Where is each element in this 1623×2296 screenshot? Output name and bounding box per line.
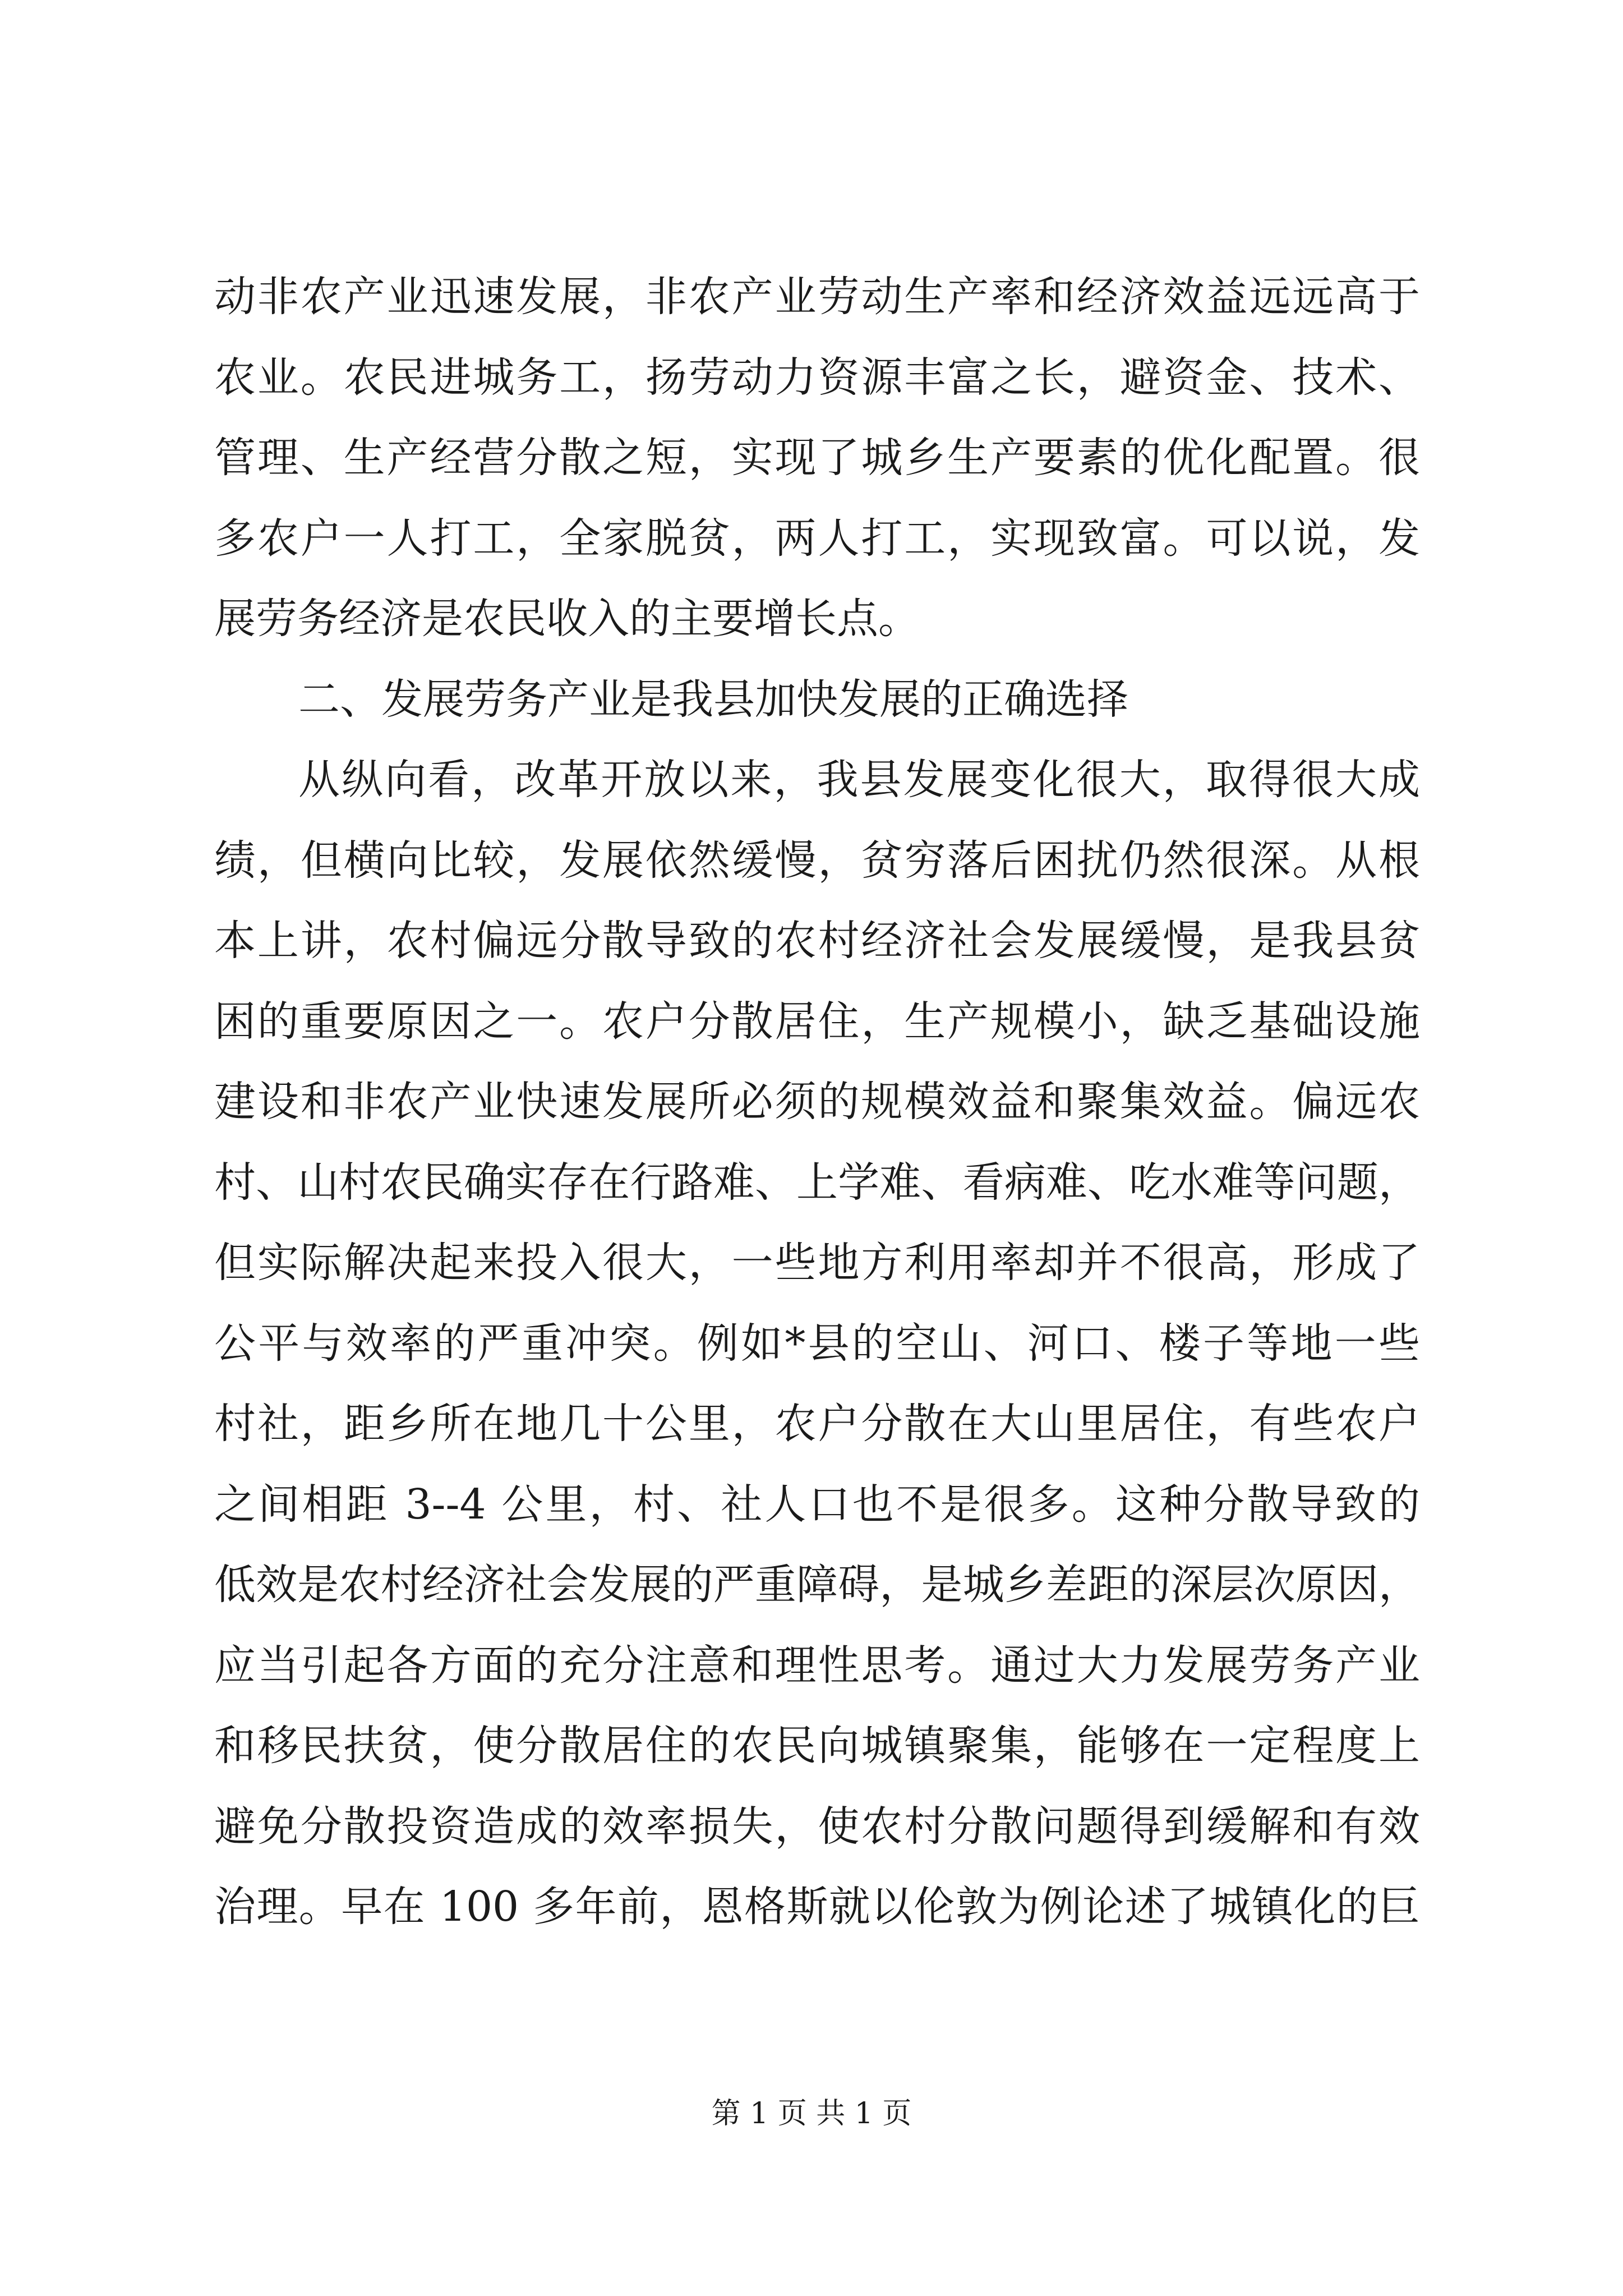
text-line: 和移民扶贫，使分散居住的农民向城镇聚集，能够在一定程度上 xyxy=(214,1722,1420,1770)
text-line: 绩，但横向比较，发展依然缓慢，贫穷落后困扰仍然很深。从根 xyxy=(214,836,1420,885)
text-line: 之间相距 3--4 公里，村、社人口也不是很多。这种分散导致的 xyxy=(214,1480,1420,1529)
text-line: 治理。早在 100 多年前，恩格斯就以伦敦为例论述了城镇化的巨 xyxy=(214,1883,1420,1931)
section-heading: 二、发展劳务产业是我县加快发展的正确选择 xyxy=(298,675,1128,724)
text-line: 避免分散投资造成的效率损失，使农村分散问题得到缓解和有效 xyxy=(214,1802,1420,1851)
page-footer xyxy=(0,2090,1623,2132)
text-line: 建设和非农产业快速发展所必须的规模效益和聚集效益。偏远农 xyxy=(214,1078,1420,1126)
body-text xyxy=(214,257,1420,1948)
text-line: 低效是农村经济社会发展的严重障碍，是城乡差距的深层次原因， xyxy=(214,1561,1420,1609)
text-line: 但实际解决起来投入很大，一些地方利用率却并不很高，形成了 xyxy=(214,1239,1420,1287)
text-line: 村社，距乡所在地几十公里，农户分散在大山里居住，有些农户 xyxy=(214,1400,1420,1448)
text-line: 多农户一人打工，全家脱贫，两人打工，实现致富。可以说，发 xyxy=(214,514,1420,563)
text-line: 村、山村农民确实存在行路难、上学难、看病难、吃水难等问题， xyxy=(214,1158,1420,1207)
text-line: 公平与效率的严重冲突。例如*县的空山、河口、楼子等地一些 xyxy=(214,1319,1420,1368)
text-line: 从纵向看，改革开放以来，我县发展变化很大，取得很大成 xyxy=(298,756,1420,804)
text-line: 管理、生产经营分散之短，实现了城乡生产要素的优化配置。很 xyxy=(214,434,1420,482)
page-number: 第 1 页 共 1 页 xyxy=(711,2097,912,2131)
text-line: 农业。农民进城务工，扬劳动力资源丰富之长，避资金、技术、 xyxy=(214,353,1420,402)
text-line: 应当引起各方面的充分注意和理性思考。通过大力发展劳务产业 xyxy=(214,1641,1420,1690)
text-line: 困的重要原因之一。农户分散居住，生产规模小，缺乏基础设施 xyxy=(214,997,1420,1046)
text-line: 本上讲，农村偏远分散导致的农村经济社会发展缓慢，是我县贫 xyxy=(214,917,1420,965)
text-line: 展劳务经济是农民收入的主要增长点。 xyxy=(214,595,920,643)
text-line: 动非农产业迅速发展，非农产业劳动生产率和经济效益远远高于 xyxy=(214,273,1420,321)
